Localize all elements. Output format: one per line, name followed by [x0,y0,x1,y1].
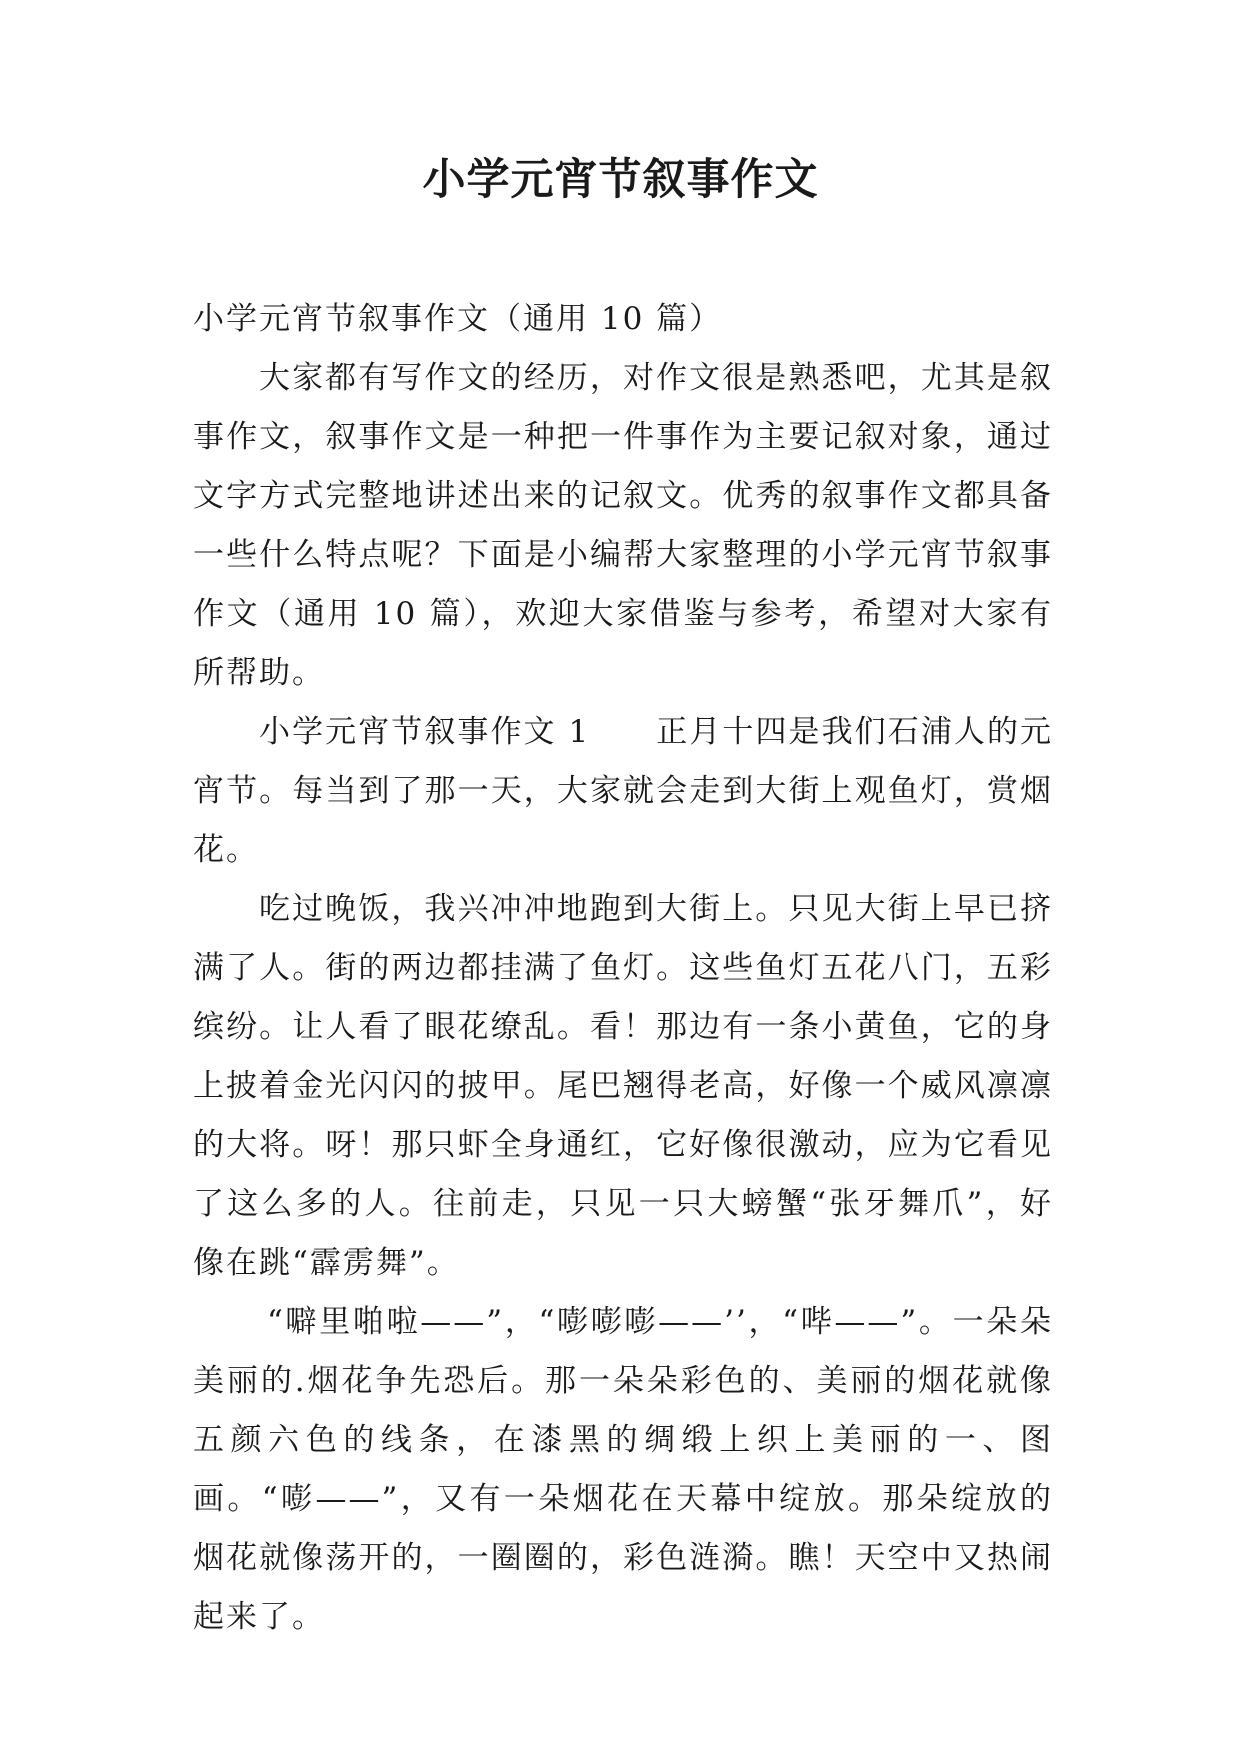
document-body [193,290,1053,1647]
essay-1-first-paragraph [193,703,1053,880]
intro-paragraph: 大家都有写作文的经历，对作文很是熟悉吧，尤其是叙事作文，叙事作文是一种把一件事作为主要记叙对象，通过文字方式完整地讲述出来的记叙文。优秀的叙事作文都具备一些什么特点呢？下面是小编帮大家整理的小学元宵节叙事作文（通用 10 篇），欢迎大家借鉴与参考，希望对大家有所帮助。 [193,360,1053,691]
document-subtitle: 小学元宵节叙事作文（通用 10 篇） [193,301,723,337]
essay-1-paragraph-3: “噼里啪啦——”，“嘭嘭嘭——’’，“哔——”。一朵朵美丽的.烟花争先恐后。那一朵朵彩色的、美丽的烟花就像五颜六色的线条，在漆黑的绸缎上织上美丽的一、图画。“嘭——”，又有一朵烟花在天幕中绽放。那朵绽放的烟花就像荡开的，一圈圈的，彩色涟漪。瞧！天空中又热闹起来了。 [193,1304,1053,1635]
essay-1-heading: 小学元宵节叙事作文 1 [259,714,591,750]
essay-1-paragraph-1: 正月十四是我们石浦人的元宵节。每当到了那一天，大家就会走到大街上观鱼灯，赏烟花。 [193,714,1054,868]
document-title: 小学元宵节叙事作文 [422,155,819,205]
essay-1-paragraph-2: 吃过晚饭，我兴冲冲地跑到大街上。只见大街上早已挤满了人。街的两边都挂满了鱼灯。这些鱼灯五花八门，五彩缤纷。让人看了眼花缭乱。看！那边有一条小黄鱼，它的身上披着金光闪闪的披甲。尾巴翘得老高，好像一个威风凛凛的大将。呀！那只虾全身通红，它好像很激动，应为它看见了这么多的人。往前走，只见一只大螃蟹“张牙舞爪”，好像在跳“霹雳舞”。 [193,891,1053,1281]
